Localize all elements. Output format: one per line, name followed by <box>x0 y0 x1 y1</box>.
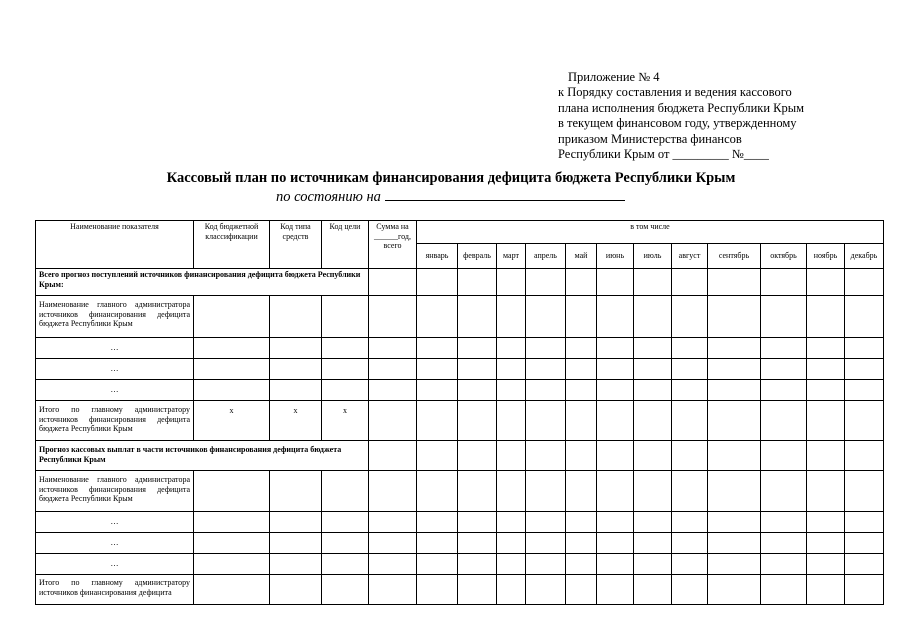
document-subtitle <box>276 188 636 206</box>
cash-plan-table <box>35 220 884 605</box>
header-sum-line: Сумма на <box>376 222 409 231</box>
header-sum <box>369 221 417 269</box>
ellipsis-cell: … <box>36 359 194 380</box>
month-header: май <box>566 244 597 269</box>
ellipsis-cell: … <box>36 554 194 575</box>
month-header: сентябрь <box>708 244 761 269</box>
header-code-budget: Код бюджетной классификации <box>194 221 270 269</box>
admin-total-cell: Итого по главному администратору источников финансирования дефицита <box>36 575 194 605</box>
header-including: в том числе <box>417 221 884 244</box>
month-header: август <box>672 244 708 269</box>
admin-name-cell: Наименование главного администратора источников финансирования дефицита бюджета Республики Крым <box>36 296 194 338</box>
x-mark: х <box>270 401 322 441</box>
document-title: Кассовый план по источникам финансирования дефицита бюджета Республики Крым <box>166 170 736 186</box>
annex-block <box>558 70 858 162</box>
month-header: июнь <box>597 244 634 269</box>
month-header: март <box>497 244 526 269</box>
date-blank <box>385 188 625 201</box>
annex-line: Республики Крым от _________ №____ <box>558 147 769 162</box>
x-mark: х <box>194 401 270 441</box>
ellipsis-cell: … <box>36 380 194 401</box>
ellipsis-cell: … <box>36 533 194 554</box>
ellipsis-cell: … <box>36 338 194 359</box>
month-header: декабрь <box>845 244 884 269</box>
annex-line: Приложение № 4 <box>568 70 660 84</box>
month-header: июль <box>634 244 672 269</box>
month-header: ноябрь <box>807 244 845 269</box>
x-mark: х <box>322 401 369 441</box>
header-code-goal: Код цели <box>322 221 369 269</box>
annex-line: к Порядку составления и ведения кассового <box>558 85 792 100</box>
section-payments-forecast: Прогноз кассовых выплат в части источников финансирования дефицита бюджета Республики Крым <box>36 441 369 471</box>
month-header: октябрь <box>761 244 807 269</box>
month-header: февраль <box>458 244 497 269</box>
section-receipts-total: Всего прогноз поступлений источников финансирования дефицита бюджета Республики Крым: <box>36 269 369 296</box>
header-code-type: Код типа средств <box>270 221 322 269</box>
ellipsis-cell: … <box>36 512 194 533</box>
annex-line: приказом Министерства финансов <box>558 131 742 146</box>
admin-total-cell: Итого по главному администратору источников финансирования дефицита бюджета Республики Крым <box>36 401 194 441</box>
header-sum-line: всего <box>383 241 402 251</box>
annex-line: в текущем финансовом году, утвержденному <box>558 116 797 131</box>
header-sum-line: ______год, <box>374 231 411 241</box>
month-header: апрель <box>526 244 566 269</box>
month-header: январь <box>417 244 458 269</box>
admin-name-cell: Наименование главного администратора источников финансирования дефицита бюджета Республики Крым <box>36 471 194 512</box>
annex-line: плана исполнения бюджета Республики Крым <box>558 100 805 115</box>
as-of-label: по состоянию на <box>276 189 381 205</box>
header-name: Наименование показателя <box>36 221 194 269</box>
